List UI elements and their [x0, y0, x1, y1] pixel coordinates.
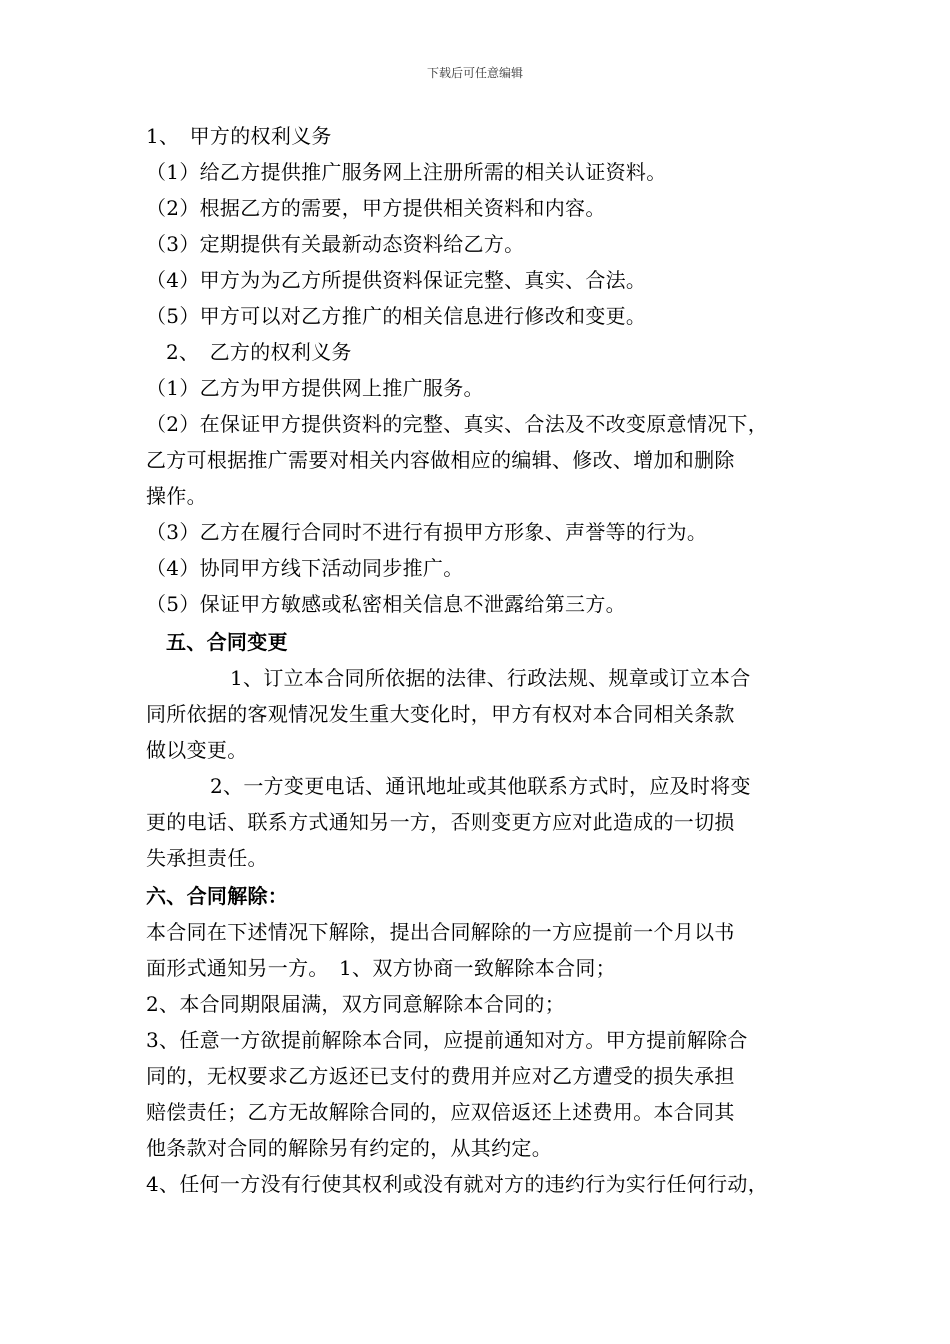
header-note: 下载后可任意编辑 — [426, 66, 523, 80]
paragraph-line: 面形式通知另一方。 1、双方协商一致解除本合同； — [146, 956, 616, 980]
paragraph-line: 同所依据的客观情况发生重大变化时，甲方有权对本合同相关条款 — [146, 702, 735, 726]
paragraph-line: （5）甲方可以对乙方推广的相关信息进行修改和变更。 — [146, 304, 647, 328]
paragraph-line: （2）在保证甲方提供资料的完整、真实、合法及不改变原意情况下， — [146, 412, 769, 436]
paragraph-line: 失承担责任。 — [146, 846, 268, 870]
paragraph-line: 同的，无权要求乙方返还已支付的费用并应对乙方遭受的损失承担 — [146, 1064, 735, 1088]
section-heading-party-a: 1、 甲方的权利义务 — [146, 124, 332, 148]
paragraph-line: （4）协同甲方线下活动同步推广。 — [146, 556, 464, 580]
section-heading-party-b: 2、 乙方的权利义务 — [166, 340, 352, 364]
paragraph-line: 1、订立本合同所依据的法律、行政法规、规章或订立本合 — [230, 666, 751, 690]
paragraph-line: 乙方可根据推广需要对相关内容做相应的编辑、修改、增加和删除 — [146, 448, 735, 472]
paragraph-line: 做以变更。 — [146, 738, 248, 762]
paragraph-line: （5）保证甲方敏感或私密相关信息不泄露给第三方。 — [146, 592, 626, 616]
paragraph-line: （1）给乙方提供推广服务网上注册所需的相关认证资料。 — [146, 160, 667, 184]
paragraph-line: （3）乙方在履行合同时不进行有损甲方形象、声誉等的行为。 — [146, 520, 708, 544]
paragraph-line: 赔偿责任；乙方无故解除合同的，应双倍返还上述费用。本合同其 — [146, 1100, 735, 1124]
section-heading-contract-termination: 六、合同解除： — [146, 884, 289, 908]
paragraph-line: 本合同在下述情况下解除，提出合同解除的一方应提前一个月以书 — [146, 920, 735, 944]
paragraph-line: 2、本合同期限届满，双方同意解除本合同的； — [146, 992, 566, 1016]
paragraph-line: 4、任何一方没有行使其权利或没有就对方的违约行为实行任何行动， — [146, 1172, 769, 1196]
paragraph-line: 操作。 — [146, 484, 207, 508]
paragraph-line: （3）定期提供有关最新动态资料给乙方。 — [146, 232, 525, 256]
paragraph-line: 3、任意一方欲提前解除本合同，应提前通知对方。甲方提前解除合 — [146, 1028, 748, 1052]
paragraph-line: （4）甲方为为乙方所提供资料保证完整、真实、合法。 — [146, 268, 647, 292]
paragraph-line: 更的电话、联系方式通知另一方，否则变更方应对此造成的一切损 — [146, 810, 735, 834]
paragraph-line: 2、一方变更电话、通讯地址或其他联系方式时，应及时将变 — [210, 774, 751, 798]
paragraph-line: （1）乙方为甲方提供网上推广服务。 — [146, 376, 484, 400]
paragraph-line: 他条款对合同的解除另有约定的，从其约定。 — [146, 1136, 552, 1160]
paragraph-line: （2）根据乙方的需要，甲方提供相关资料和内容。 — [146, 196, 606, 220]
section-heading-contract-change: 五、合同变更 — [166, 630, 288, 654]
